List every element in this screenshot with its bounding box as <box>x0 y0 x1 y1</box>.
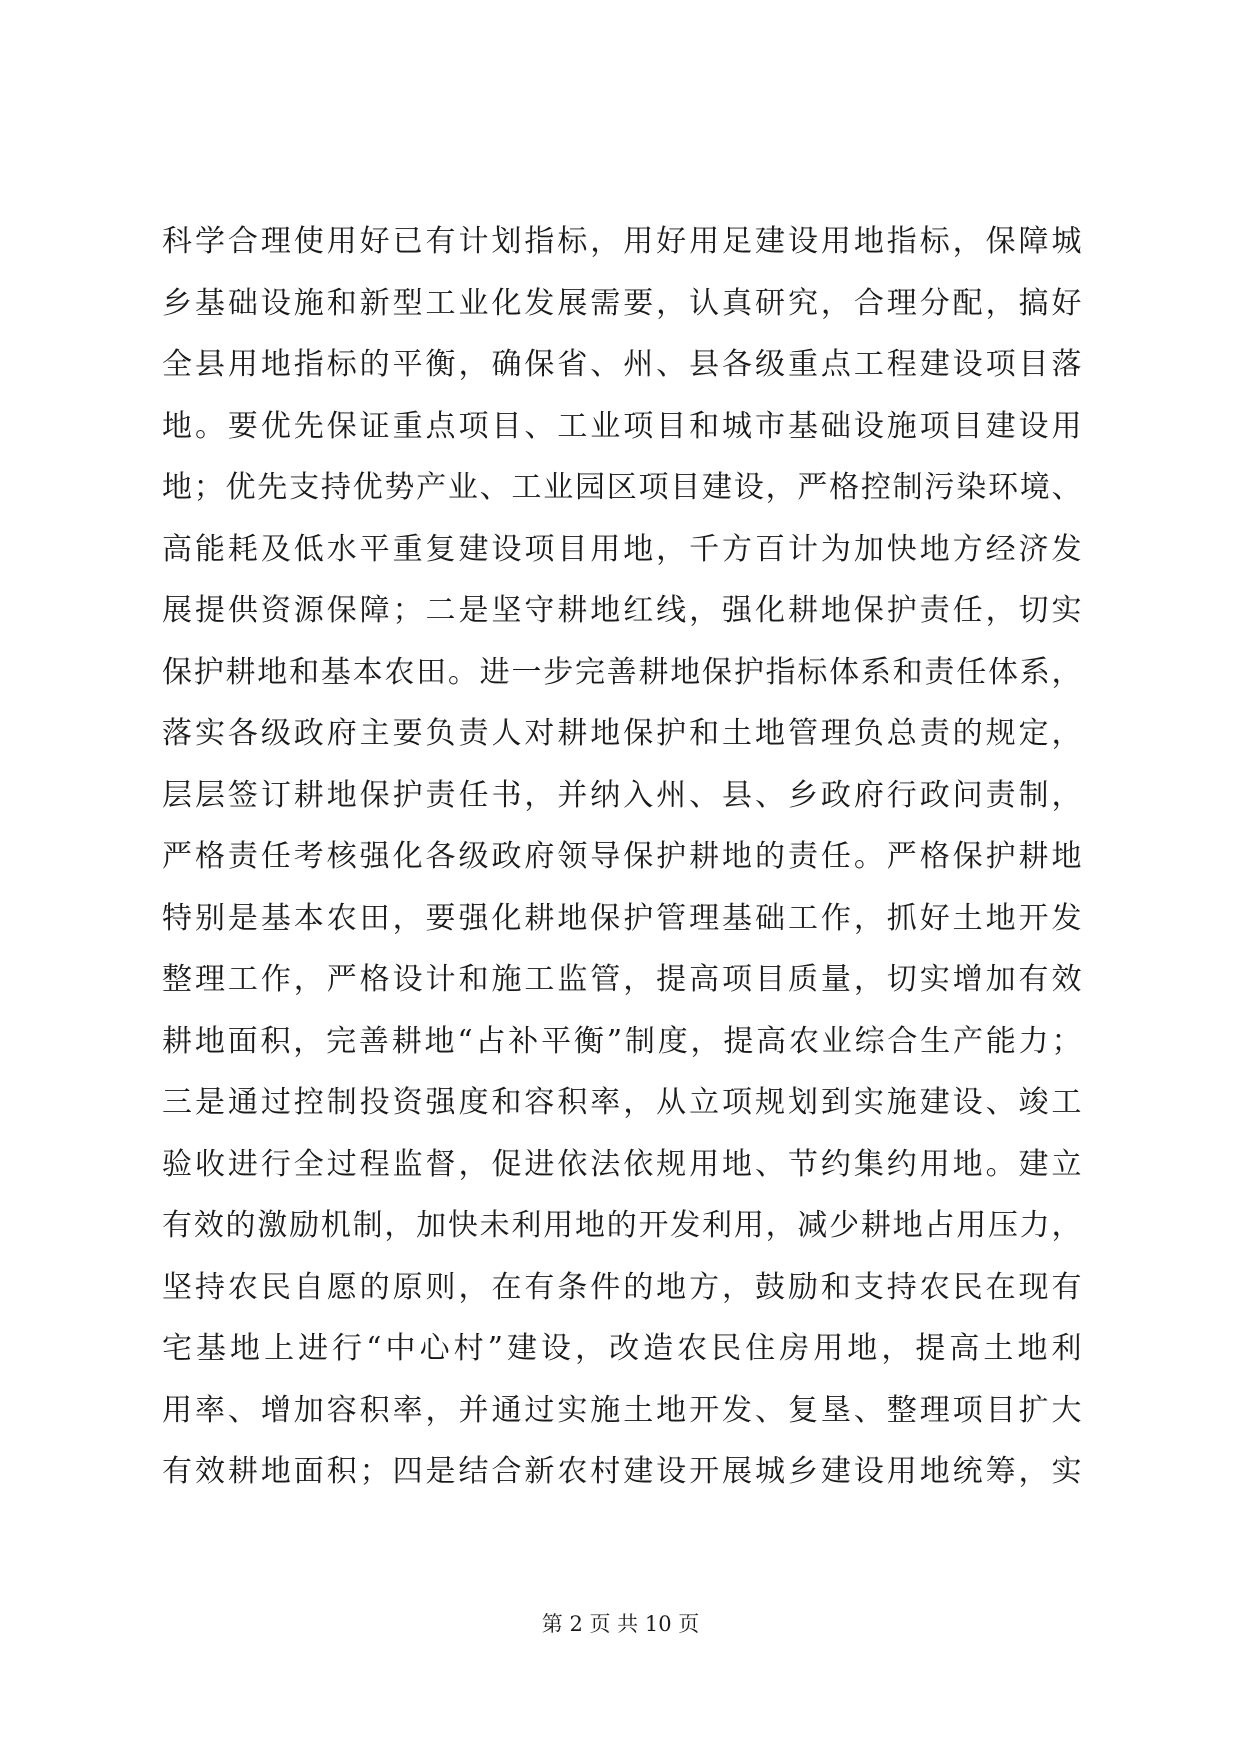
text-line: 全县用地指标的平衡，确保省、州、县各级重点工程建设项目落 <box>162 347 1082 382</box>
text-line: 地。要优先保证重点项目、工业项目和城市基础设施项目建设用 <box>162 408 1082 444</box>
text-line: 整理工作，严格设计和施工监管，提高项目质量，切实增加有效 <box>162 962 1082 997</box>
text-line: 保护耕地和基本农田。进一步完善耕地保护指标体系和责任体系， <box>162 654 1082 690</box>
text-line: 乡基础设施和新型工业化发展需要，认真研究，合理分配，搞好 <box>162 285 1082 321</box>
text-line: 落实各级政府主要负责人对耕地保护和土地管理负总责的规定， <box>162 716 1082 751</box>
text-line: 坚持农民自愿的原则，在有条件的地方，鼓励和支持农民在现有 <box>162 1269 1082 1305</box>
text-line: 用率、增加容积率，并通过实施土地开发、复垦、整理项目扩大 <box>162 1392 1082 1428</box>
text-line: 三是通过控制投资强度和容积率，从立项规划到实施建设、竣工 <box>162 1085 1082 1120</box>
text-line: 展提供资源保障；二是坚守耕地红线，强化耕地保护责任，切实 <box>162 593 1082 628</box>
text-line: 验收进行全过程监督，促进依法依规用地、节约集约用地。建立 <box>162 1146 1082 1182</box>
text-line: 有效耕地面积；四是结合新农村建设开展城乡建设用地统筹，实 <box>162 1454 1082 1489</box>
text-line: 地；优先支持优势产业、工业园区项目建设，严格控制污染环境、 <box>162 470 1082 505</box>
text-line: 有效的激励机制，加快未利用地的开发利用，减少耕地占用压力， <box>162 1208 1082 1243</box>
text-line: 层层签订耕地保护责任书，并纳入州、县、乡政府行政问责制， <box>162 777 1082 813</box>
body-text <box>162 225 1082 1517</box>
text-line: 特别是基本农田，要强化耕地保护管理基础工作，抓好土地开发 <box>162 900 1082 936</box>
text-line: 耕地面积，完善耕地“占补平衡”制度，提高农业综合生产能力； <box>162 1023 1082 1059</box>
text-line: 宅基地上进行“中心村”建设，改造农民住房用地，提高土地利 <box>162 1331 1082 1366</box>
text-line: 高能耗及低水平重复建设项目用地，千方百计为加快地方经济发 <box>162 531 1082 567</box>
text-line: 科学合理使用好已有计划指标，用好用足建设用地指标，保障城 <box>162 224 1082 259</box>
text-line: 严格责任考核强化各级政府领导保护耕地的责任。严格保护耕地 <box>162 839 1082 874</box>
page-number: 第 2 页 共 10 页 <box>541 1612 700 1636</box>
page-footer <box>0 1608 1241 1638</box>
